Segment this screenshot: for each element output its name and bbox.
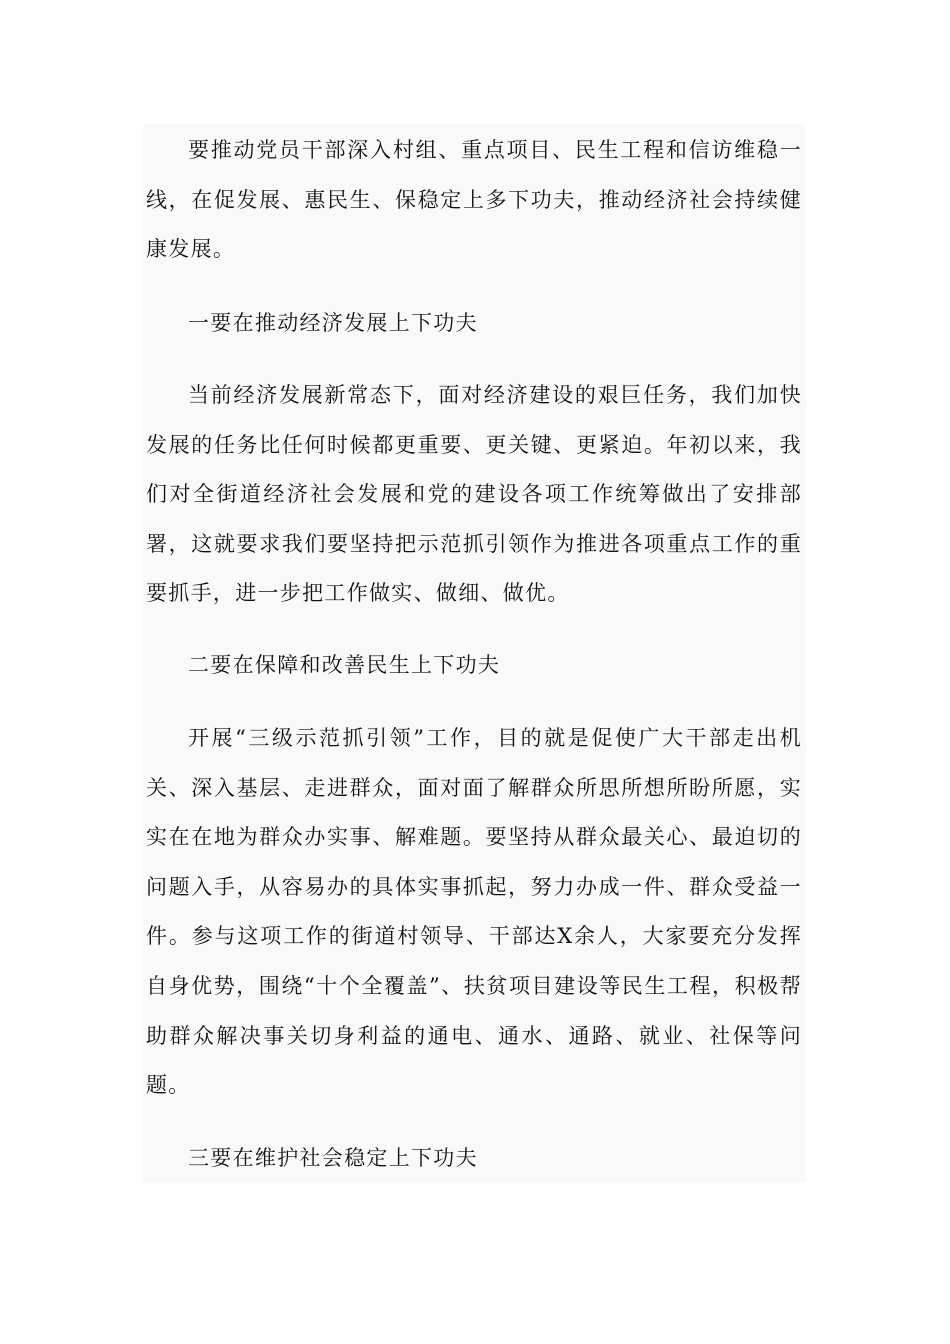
economy-paragraph: 当前经济发展新常态下，面对经济建设的艰巨任务，我们加快发展的任务比任何时候都更重要、更关键、更紧迫。年初以来，我们对全街道经济社会发展和党的建设各项工作统筹做出了安排部署，这就要求我们要坚持把示范抓引领作为推进各项重点工作的重要抓手，进一步把工作做实、做细、做优。: [146, 383, 802, 606]
document-page: [143, 124, 806, 1182]
intro-paragraph: 要推动党员干部深入村组、重点项目、民生工程和信访维稳一线，在促发展、惠民生、保稳定上多下功夫，推动经济社会持续健康发展。: [146, 138, 802, 262]
livelihood-paragraph: 开展“三级示范抓引领”工作，目的就是促使广大干部走出机关、深入基层、走进群众，面对面了解群众所思所想所盼所愿，实实在在地为群众办实事、解难题。要坚持从群众最关心、最迫切的问题入手，从容易办的具体实事抓起，努力办成一件、群众受益一件。参与这项工作的街道村领导、干部达X余人，大家要充分发挥自身优势，围绕“十个全覆盖”、扶贫项目建设等民生工程，积极帮助群众解决事关切身利益的通电、通水、通路、就业、社保等问题。: [146, 726, 802, 1098]
section-heading-livelihood: 二要在保障和改善民生上下功夫: [188, 653, 501, 677]
section-heading-economy: 一要在推动经济发展上下功夫: [188, 311, 478, 335]
section-heading-stability: 三要在维护社会稳定上下功夫: [188, 1146, 478, 1170]
